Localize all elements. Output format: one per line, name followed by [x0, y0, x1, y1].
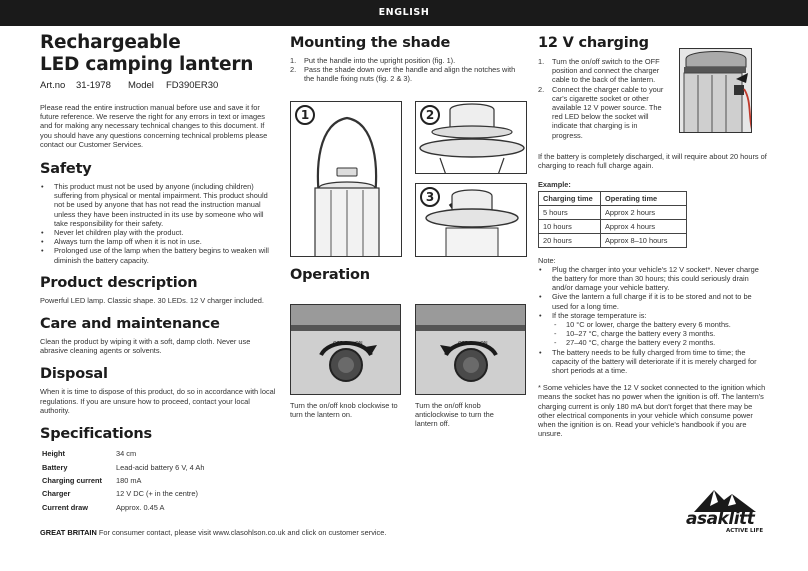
table-row — [539, 192, 687, 206]
column-middle — [290, 32, 522, 84]
language-bar — [0, 0, 808, 26]
brand-name: asaklitt — [686, 509, 755, 529]
figure-charger-socket — [679, 48, 752, 133]
product-title-line1: Rechargeable — [40, 32, 181, 53]
spec-key: Charging current — [42, 475, 102, 485]
ignition-footnote: * Some vehicles have the 12 V socket connected to the ignition which means the socket has no power when the ignition is off. The lantern's charging current is only 180 mA but don't forget that there may be other electrical components in your vehicle which consume power when the ignition is on. Read your vehicle's handbook if you are unsure. — [538, 383, 766, 439]
model-label: Model — [128, 80, 154, 91]
list-item — [538, 57, 666, 85]
table-row — [539, 233, 687, 247]
list-item: - 27–40 °C, charge the battery every 2 months. — [538, 338, 768, 347]
knob-off-drawing — [416, 305, 526, 395]
notes-list — [538, 265, 768, 320]
figure-2-align-shade — [415, 101, 527, 174]
table-row — [42, 475, 204, 486]
disposal-text: When it is time to dispose of this product, do so in accordance with local regulations. If you are unsure how to proceed, contact your local authority. — [40, 387, 276, 415]
spec-value: 34 cm — [116, 449, 137, 459]
art-label: Art.no — [40, 80, 66, 91]
figure-knob-on — [290, 304, 401, 395]
lantern-handle-drawing — [291, 102, 402, 257]
notes-list-end — [538, 348, 768, 376]
step-number: 2. — [290, 65, 297, 75]
caption-knob-on: Turn the on/off knob clockwise to turn the lantern on. — [290, 401, 398, 420]
discharged-note: If the battery is completely discharged, it will require about 20 hours of charging to reach full charge again. — [538, 151, 767, 171]
article-line — [40, 80, 276, 91]
step-number: 2. — [538, 84, 545, 94]
shade-fit-drawing — [416, 184, 527, 257]
table-cell: Approx 2 hours — [601, 206, 687, 220]
list-item: - 10–27 °C, charge the battery every 3 months. — [538, 329, 768, 338]
list-item — [290, 56, 522, 65]
list-item — [290, 65, 522, 83]
list-item — [538, 85, 666, 140]
shade-align-drawing — [416, 102, 527, 174]
table-row — [42, 448, 204, 459]
intro-text: Please read the entire instruction manual before use and save it for future reference. We reserve the right for any errors in text or images and for making any necessary technical changes to this document. If you should have any questions concerning technical problems please contact our Customer Services. — [40, 103, 268, 149]
example-label: Example: — [538, 180, 571, 190]
charging-heading: 12 V charging — [538, 35, 649, 51]
product-description-text: Powerful LED lamp. Classic shape. 30 LEDs. 12 V charger included. — [40, 295, 264, 305]
knob-on-mark: ON — [480, 341, 488, 347]
footer-country: GREAT BRITAIN — [40, 528, 97, 537]
charger-socket-drawing — [680, 49, 752, 133]
list-item: - 10 °C or lower, charge the battery every 6 months. — [538, 320, 768, 329]
spec-value: 12 V DC (+ in the centre) — [116, 489, 198, 499]
table-header: Operating time — [601, 192, 687, 206]
product-description-heading: Product description — [40, 274, 198, 291]
temperature-list — [538, 320, 768, 348]
step-text: Connect the charger cable to your car's cigarette socket or other available 12 V power source. The red LED below the socket will indicate that charging is in progress. — [552, 84, 664, 140]
mounting-steps — [290, 56, 522, 84]
note-label: Note: — [538, 255, 556, 265]
safety-heading: Safety — [40, 161, 92, 178]
list-item: • Always turn the lamp off when it is not in use. — [40, 237, 276, 246]
list-item: • Plug the charger into your vehicle's 12 V socket*. Never charge the battery for more than 30 hours; this could seriously drain and/or damage your vehicle battery. — [538, 265, 768, 293]
spec-key: Current draw — [42, 502, 88, 512]
list-item: • Give the lantern a full charge if it is to be stored and not to be used for a long time. — [538, 292, 768, 310]
table-header: Charging time — [539, 192, 601, 206]
figure-number-3: 3 — [420, 187, 440, 207]
brand-tagline: ACTIVE LIFE — [726, 528, 764, 534]
specifications-heading: Specifications — [40, 426, 152, 443]
mounting-shade-heading: Mounting the shade — [290, 35, 451, 51]
list-item: • This product must not be used by anyone (including children) suffering from physical or mental impairment. This product should not be used by anyone that has not read the instruction manual unless they have been instructed in its use by someone who will take responsibility for their safety. — [40, 182, 276, 228]
caption-knob-off: Turn the on/off knob anticlockwise to turn the lantern off. — [415, 401, 494, 429]
column-left — [40, 32, 276, 515]
knob-off-mark: OFF — [333, 341, 343, 347]
knob-on-mark: ON — [355, 341, 363, 347]
figure-3-fit-shade — [415, 183, 527, 257]
spec-key: Charger — [42, 489, 71, 499]
figure-1-handle-upright — [290, 101, 402, 257]
table-row — [42, 488, 204, 499]
table-cell: Approx 8–10 hours — [601, 233, 687, 247]
footer-text: For consumer contact, please visit www.clasohlson.co.uk and click on customer service. — [98, 528, 387, 537]
knob-off-mark: OFF — [458, 341, 468, 347]
table-row — [539, 206, 687, 220]
model-number: FD390ER30 — [166, 80, 219, 91]
table-row — [539, 220, 687, 234]
language-label: ENGLISH — [378, 7, 430, 18]
list-item: • Prolonged use of the lamp when the battery begins to weaken will diminish the battery capacity. — [40, 246, 276, 264]
care-heading: Care and maintenance — [40, 316, 220, 333]
operation-heading: Operation — [290, 267, 370, 283]
list-item: • Never let children play with the product. — [40, 228, 276, 237]
table-cell: 20 hours — [539, 233, 601, 247]
list-item: • The battery needs to be fully charged from time to time; the capacity of the battery will deteriorate if it is merely charged for short periods at a time. — [538, 348, 768, 376]
figure-number-2: 2 — [420, 105, 440, 125]
safety-list — [40, 182, 276, 265]
spec-key: Height — [42, 449, 65, 459]
art-number: 31-1978 — [76, 80, 111, 91]
step-text: Put the handle into the upright position (fig. 1). — [304, 56, 456, 65]
specifications-table — [40, 446, 206, 515]
knob-on-drawing — [291, 305, 401, 395]
table-cell: 5 hours — [539, 206, 601, 220]
table-row — [42, 461, 204, 472]
figure-knob-off — [415, 304, 526, 395]
spec-key: Battery — [42, 462, 68, 472]
table-row — [42, 502, 204, 513]
care-text: Clean the product by wiping it with a soft, damp cloth. Never use abrasive cleaning agents or solvents. — [40, 337, 251, 356]
step-number: 1. — [538, 57, 545, 66]
charging-table — [538, 191, 687, 247]
spec-value: 180 mA — [116, 475, 142, 485]
figure-number-1: 1 — [295, 105, 315, 125]
disposal-heading: Disposal — [40, 366, 108, 383]
footer — [40, 528, 386, 537]
product-title-line2: LED camping lantern — [40, 54, 254, 75]
list-item: • If the storage temperature is: — [538, 311, 768, 320]
step-number: 1. — [290, 56, 297, 65]
spec-value: Lead-acid battery 6 V, 4 Ah — [116, 462, 205, 472]
table-cell: Approx 4 hours — [601, 220, 687, 234]
brand-logo — [680, 484, 770, 538]
table-cell: 10 hours — [539, 220, 601, 234]
spec-value: Approx. 0.45 A — [116, 502, 165, 512]
step-text: Pass the shade down over the handle and align the notches with the handle fixing nuts (fig. 2 & 3). — [304, 65, 516, 84]
charging-steps — [538, 57, 666, 140]
step-text: Turn the on/off switch to the OFF position and connect the charger cable to the back of the lantern. — [552, 57, 660, 85]
